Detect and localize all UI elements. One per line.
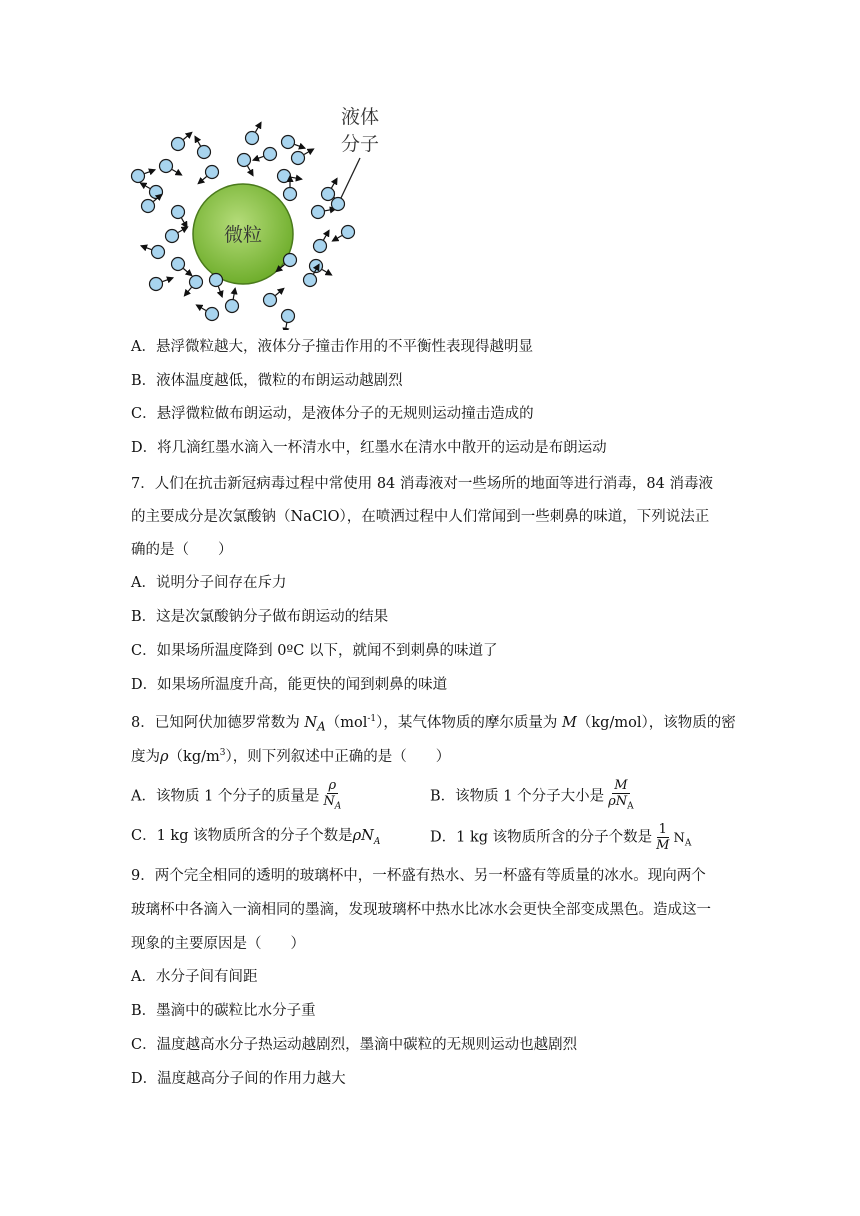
q7-option-c: C．如果场所温度降到 0ºC 以下，就闻不到刺鼻的味道了 xyxy=(131,643,498,659)
motion-arrow xyxy=(332,236,342,242)
motion-arrow xyxy=(285,323,287,330)
liquid-molecule xyxy=(342,226,355,239)
q6-option-d: D．将几滴红墨水滴入一杯清水中，红墨水在清水中散开的运动是布朗运动 xyxy=(131,440,607,456)
liquid-molecule xyxy=(190,276,203,289)
liquid-molecule xyxy=(206,166,219,179)
motion-arrow xyxy=(145,170,155,174)
q8-stem-line2: 度为$\rho(kg/m^3)$，则下列叙述中正确的是（ ） xyxy=(131,748,451,765)
liquid-molecule xyxy=(206,308,219,321)
q9-option-b: B．墨滴中的碳粒比水分子重 xyxy=(131,1003,316,1019)
liquid-molecule xyxy=(166,230,179,243)
liquid-molecule xyxy=(238,154,251,167)
motion-arrow xyxy=(195,136,201,146)
q8-option-c: C．1 kg 该物质所含的分子个数是$\rho N_A$ xyxy=(131,828,381,847)
brownian-motion-figure xyxy=(120,100,400,330)
motion-arrow xyxy=(183,132,191,139)
q8-stem-line1: 8．已知阿伏加德罗常数为 $N_A(mol^{-1})$，某气体物质的摩尔质量为 M（kg/mol），该物质的密 xyxy=(131,714,736,734)
liquid-molecule xyxy=(142,200,155,213)
q8-option-a-fraction: $\frac{\rho}{N_A}$ xyxy=(323,778,342,812)
motion-arrow xyxy=(332,178,338,188)
motion-arrow xyxy=(182,218,188,228)
motion-arrow xyxy=(163,278,173,282)
motion-arrow xyxy=(196,305,206,311)
liquid-molecule xyxy=(172,206,185,219)
liquid-molecule xyxy=(264,294,277,307)
motion-arrow xyxy=(140,183,150,189)
motion-arrow xyxy=(291,177,302,179)
liquid-molecule xyxy=(312,206,325,219)
liquid-molecule xyxy=(150,278,163,291)
q7-option-d: D．如果场所温度升高，能更快的闻到刺鼻的味道 xyxy=(131,677,448,693)
q6-option-b: B．液体温度越低，微粒的布朗运动越剧烈 xyxy=(131,373,403,389)
q9-option-a: A．水分子间有间距 xyxy=(131,969,258,985)
liquid-molecule xyxy=(264,148,277,161)
q8-option-d: D．1 kg 该物质所含的分子个数是 $\frac{1}{M}$ $N_A$ xyxy=(430,822,692,853)
q8-option-b-fraction: $\frac{M}{\rho N_A}$ xyxy=(608,778,634,812)
motion-arrow xyxy=(275,288,283,295)
liquid-molecule xyxy=(226,300,239,313)
q7-option-b: B．这是次氯酸钠分子做布朗运动的结果 xyxy=(131,609,389,625)
q7-option-a: A．说明分子间存在斥力 xyxy=(131,575,287,591)
liquid-molecule xyxy=(282,310,295,323)
motion-arrow xyxy=(184,287,191,295)
motion-arrow xyxy=(253,156,263,160)
liquid-molecule xyxy=(172,138,185,151)
liquid-molecule xyxy=(150,186,163,199)
liquid-molecule xyxy=(284,188,297,201)
liquid-molecule xyxy=(314,240,327,253)
q6-option-a: A．悬浮微粒越大，液体分子撞击作用的不平衡性表现得越明显 xyxy=(131,339,533,355)
motion-arrow xyxy=(322,270,332,276)
q9-option-c: C．温度越高水分子热运动越剧烈，墨滴中碳粒的无规则运动也越剧烈 xyxy=(131,1037,578,1053)
q7-stem-line1: 7．人们在抗击新冠病毒过程中常使用 84 消毒液对一些场所的地面等进行消毒，84 消毒液 xyxy=(131,476,713,492)
liquid-molecule xyxy=(304,274,317,287)
liquid-molecule xyxy=(278,170,291,183)
liquid-molecule xyxy=(322,188,335,201)
q8-option-d-fraction: $\frac{1}{M}$ xyxy=(656,822,670,853)
q7-stem-line3: 确的是（ ） xyxy=(131,542,233,558)
liquid-molecule xyxy=(332,198,345,211)
liquid-label-line1: 液体 xyxy=(340,106,380,128)
q9-option-d: D．温度越高分子间的作用力越大 xyxy=(131,1071,346,1087)
q9-stem-line2: 玻璃杯中各滴入一滴相同的墨滴，发现玻璃杯中热水比冰水会更快全部变成黑色。造成这一 xyxy=(131,902,711,918)
motion-arrow xyxy=(218,287,222,297)
motion-arrow xyxy=(141,246,151,250)
liquid-molecule xyxy=(210,274,223,287)
q7-stem-line2: 的主要成分是次氯酸钠（NaClO），在喷洒过程中人们常闻到一些刺鼻的味道，下列说法正 xyxy=(131,509,710,525)
liquid-molecule xyxy=(282,136,295,149)
q9-stem-line1: 9．两个完全相同的透明的玻璃杯中，一杯盛有热水、另一杯盛有等质量的冰水。现向两个 xyxy=(131,868,706,884)
motion-arrow xyxy=(198,176,206,183)
liquid-molecule xyxy=(152,246,165,259)
liquid-molecule xyxy=(160,160,173,173)
motion-arrow xyxy=(248,166,254,176)
liquid-molecule xyxy=(292,152,305,165)
q6-option-c: C．悬浮微粒做布朗运动，是液体分子的无规则运动撞击造成的 xyxy=(131,406,534,422)
q8-option-a: A．该物质 1 个分子的质量是 $\frac{\rho}{N_A}$ xyxy=(131,778,343,815)
q8-option-b: B．该物质 1 个分子大小是 $\frac{M}{\rho N_A}$ xyxy=(430,778,636,815)
liquid-molecule xyxy=(132,170,145,183)
q9-stem-line3: 现象的主要原因是（ ） xyxy=(131,936,305,952)
motion-arrow xyxy=(256,122,262,132)
motion-arrow xyxy=(295,144,305,148)
label-pointer xyxy=(340,158,360,200)
liquid-molecule xyxy=(284,254,297,267)
liquid-molecule xyxy=(198,146,211,159)
motion-arrow xyxy=(233,288,235,299)
motion-arrow xyxy=(178,227,188,233)
motion-arrow xyxy=(324,230,330,240)
liquid-label-line2: 分子 xyxy=(340,133,380,155)
liquid-molecule xyxy=(246,132,259,145)
liquid-molecule xyxy=(172,258,185,271)
motion-arrow xyxy=(172,170,182,176)
motion-arrow xyxy=(183,268,191,275)
motion-arrow xyxy=(304,149,314,155)
particle-label: 微粒 xyxy=(223,224,263,246)
